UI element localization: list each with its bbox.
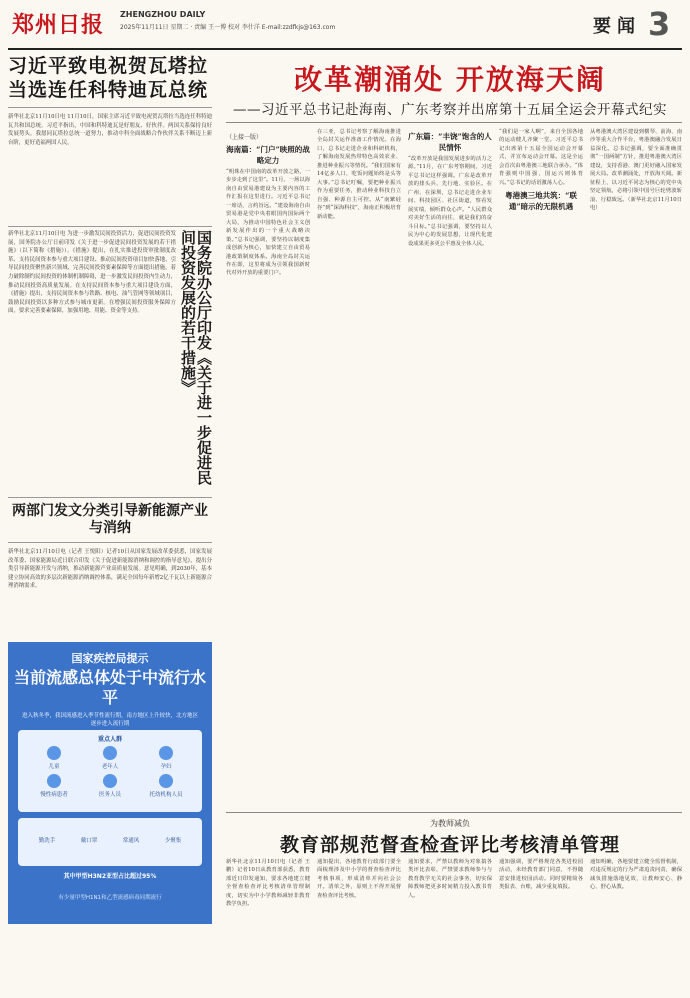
xi-article-headline: 习近平致电祝贺瓦塔拉当选连任科特迪瓦总统 <box>8 55 209 101</box>
infographic-statistic: 其中甲型H3N2亚型占比超过95% <box>63 873 157 880</box>
infographic-headline: 当前流感总体处于中流行水平 <box>13 668 206 707</box>
person-icon <box>47 746 61 760</box>
main-column-5 <box>590 128 682 213</box>
bottom-column-5 <box>590 858 682 892</box>
continued-tag: （上接一版） <box>226 134 263 141</box>
issue-meta: 2025年11月11日 星期二 · 责编 王一博 校对 李什洋 E-mail:zzdfkjs@163.com <box>120 24 336 31</box>
main-column-4 <box>499 128 583 214</box>
bottom-body: 通知要求，严禁以教师为对象搞各类评比表彰，严禁要求教师参与与教育教学无关的社会事务，切实保障教师把更多时间精力投入教书育人。 <box>408 859 492 899</box>
group-item: 托幼机构人员 <box>138 774 194 798</box>
main-subheadline: ——习近平总书记赴海南、广东考察并出席第十五届全运会开幕式纪实 <box>233 102 667 118</box>
column-5-body: 从粤港澳大湾区建设到横琴、前海、南沙等重大合作平台，粤港澳融合发展日益深化。总书记强调，要全面准确贯彻“一国两制”方针，推进粤港澳大湾区建设，支持香港、澳门更好融入国家发展大局。改革潮涌处，开放海天阔。新征程上，以习近平同志为核心的党中央坚定领航，必将引领中国号巨轮劈波斩浪、行稳致远。（新华社北京11月10日电） <box>590 129 682 212</box>
divider <box>226 812 682 813</box>
infographic-groups-card <box>18 730 202 812</box>
masthead <box>8 4 682 48</box>
energy-article <box>8 492 212 591</box>
divider <box>8 497 212 498</box>
group-item: 医务人员 <box>82 774 138 798</box>
divider <box>226 122 682 123</box>
person-icon <box>103 746 117 760</box>
bottom-column-3 <box>408 858 492 900</box>
state-council-article <box>8 230 212 488</box>
person-icon <box>103 774 117 788</box>
bottom-body: 通知强调，要严格规范各类进校园活动，未经教育部门同意，不得随意安排进校园活动。同时要精简各类报表、台账，减少重复填报。 <box>499 859 583 891</box>
guangdong-body: “改革开放是我国发展进步的活力之源。”11月，在广东考察期间，习近平总书记这样强调。广东是改革开放的排头兵、先行地、实验区。在广州、在深圳，总书记走进企业车间、科技园区、社区街道，察看发展实绩，倾听群众心声。“人民群众对美好生活的向往，就是我们的奋斗目标。”总书记强调，要坚持以人民为中心的发展思想，让现代化建设成果更多更公平惠及全体人民。 <box>408 156 492 247</box>
energy-article-body: 新华社北京11月10日电（记者 王悦阳）记者10日从国家发展改革委获悉，国家发展改革委、国家能源局近日联合印发《关于促进新能源消纳和调控的指导意见》，提出分类引导新能源开发与消纳，推动新能源产业高质量发展。意见明确，到2030年，基本建立协同高效的多层次新能源消纳调控体系，满足全国每年新增2亿千瓦以上新能源合理消纳需求。 <box>8 549 212 590</box>
energy-article-headline: 两部门发文分类引导新能源产业与消纳 <box>12 503 208 536</box>
bottom-column-2 <box>317 858 401 900</box>
divider <box>8 107 212 108</box>
state-council-body: 新华社北京11月10日电 为进一步激发民间投资活力，促进民间投资发展，国务院办公厅日前印发《关于进一步促进民间投资发展的若干措施》（以下简称《措施》）。《措施》提出，在扎实推进投资审批制度改革、支持民间资本参与重大项目建设、推动民间投资项目加快落地、引导民间投资聚焦新兴领域、完善民间投资要素保障等方面提出措施，着力破除制约民间投资的体制机制障碍，进一步激发民间投资内生动力，推动民间投资高质量发展。在支持民间资本参与重大项目建设方面，《措施》提出，支持民间资本参与铁路、核电、油气管网等领域项目，鼓励民间投资以多种方式参与城市更新。在增强民间投资服务保障方面，要求完善要素保障，加强用地、用能、资金等支持。 <box>8 231 176 315</box>
tips-row <box>26 836 194 844</box>
person-icon <box>47 774 61 788</box>
xi-article-body: 新华社北京11月10日电 11月10日，国家主席习近平致电祝贺瓦塔拉当选连任科特迪瓦共和国总统。习近平指出，中国和科特迪瓦是好朋友、好伙伴。两国关系保持良好发展势头。我愿同瓦塔拉总统一道努力，推动中科全面战略合作伙伴关系不断迈上新台阶，更好造福两国人民。 <box>8 114 212 146</box>
flu-infographic <box>8 642 212 924</box>
xi-congratulation-article <box>8 54 212 147</box>
tip-item: 常通风 <box>122 838 140 844</box>
gba-subheading: 粤港澳三地共筑：“联通”暗示的无限机遇 <box>505 191 577 212</box>
divider <box>8 542 212 543</box>
person-icon <box>159 746 173 760</box>
newspaper-logo: 郑州日报 <box>12 12 105 38</box>
page-number: 3 <box>648 5 671 43</box>
infographic-title: 国家疾控局提示 <box>71 652 149 665</box>
column-2-body: 在三亚，总书记考察了解海南推进全岛封关运作准备工作情况。在海口，总书记走进企业和科研机构，了解海南发展热带特色高效农业、推进种业振兴等情况。“我们国家有14亿多人口，吃饭问题始终是头等大事。”总书记叮嘱，要把种业振兴作为重要任务，推动种业科技自立自强、种源自主可控。从“南繁硅谷”到“深海科技”，海南正积极培育新动能。 <box>317 129 401 220</box>
group-item: 老年人 <box>82 746 138 770</box>
hainan-body: “明珠在中国南的改革开放之路，一步步走到了这里”。11月，一场以海南自由贸易港建设为主要内容的工作汇报在这里进行。习近平总书记一席话，言约旨远。“建设海南自由贸易港是党中央着眼国内国际两个大局，为推动中国特色社会主义创新发展作出的一个重大战略决策。”总书记强调，要坚持以制度集成创新为核心，加快建立自由贸易港政策制度体系。海南全岛封关运作在即，这里将成为引领我国新时代对外开放的重要门户。 <box>226 169 310 277</box>
guangdong-subheading: 广东篇：“丰饶”饱含的人民情怀 <box>408 132 492 152</box>
hainan-subheading: 海南篇：“门户”映照的战略定力 <box>226 145 310 165</box>
groups-grid <box>26 746 194 798</box>
state-council-headline: 国务院办公厅印发《关于进一步促进民间投资发展的若干措施》 <box>179 230 213 485</box>
column-4-body: “我们是一家人啊”，来自全国各地的运动健儿齐聚一堂。习近平总书记出席第十五届全国运动会开幕式，并宣布运动会开幕。这是全运会首次由粤港澳三地联合承办。“体育强则中国强，国运兴则体育兴。”总书记的话语激荡人心。 <box>499 129 583 186</box>
main-column-1 <box>226 128 310 278</box>
group-item: 慢性病患者 <box>26 774 82 798</box>
bottom-kicker: 为教师减负 <box>430 819 470 828</box>
main-column-2 <box>317 128 401 221</box>
infographic-note: 有少量甲型H1N1和乙型流感病毒同期流行 <box>58 895 162 901</box>
group-item: 儿童 <box>26 746 82 770</box>
masthead-divider <box>8 48 682 50</box>
groups-card-heading: 重点人群 <box>97 736 122 743</box>
group-item: 孕妇 <box>138 746 194 770</box>
bottom-headline: 教育部规范督查检查评比考核清单管理 <box>279 834 620 856</box>
tip-item: 戴口罩 <box>80 838 98 844</box>
divider <box>8 226 212 227</box>
bottom-column-1 <box>226 858 310 909</box>
infographic-tips-card <box>18 818 202 866</box>
bottom-body: 通知提出，各地教育行政部门要全面梳理涉及中小学的督查检查评比考核事项，形成清单并向社会公开。清单之外，原则上不得开展督查检查评比考核。 <box>317 859 401 899</box>
section-title: 要闻 <box>593 16 641 37</box>
tip-item: 少聚集 <box>164 838 182 844</box>
bottom-column-4 <box>499 858 583 892</box>
main-column-3 <box>408 128 492 248</box>
person-icon <box>159 774 173 788</box>
infographic-subtitle: 进入秋冬季，我国流感进入季节性流行期，南方地区上升较快，北方地区逐步进入流行期 <box>22 713 199 727</box>
paper-english-name: ZHENGZHOU DAILY <box>120 10 206 19</box>
bottom-body: 新华社北京11月10日电（记者 王鹏）记者10日从教育部获悉，教育部近日印发通知，要求各地建立健全督查检查评比考核清单管理制度，切实为中小学教师减轻非教育教学负担。 <box>226 859 310 908</box>
main-headline: 改革潮涌处 开放海天阔 <box>294 63 606 96</box>
bottom-body: 通知明确，各地要建立健全监督机制，对违反规定的行为严肃追责问责，确保减负措施落地见效，让教师安心、静心、舒心从教。 <box>590 859 682 891</box>
tip-item: 勤洗手 <box>38 838 56 844</box>
